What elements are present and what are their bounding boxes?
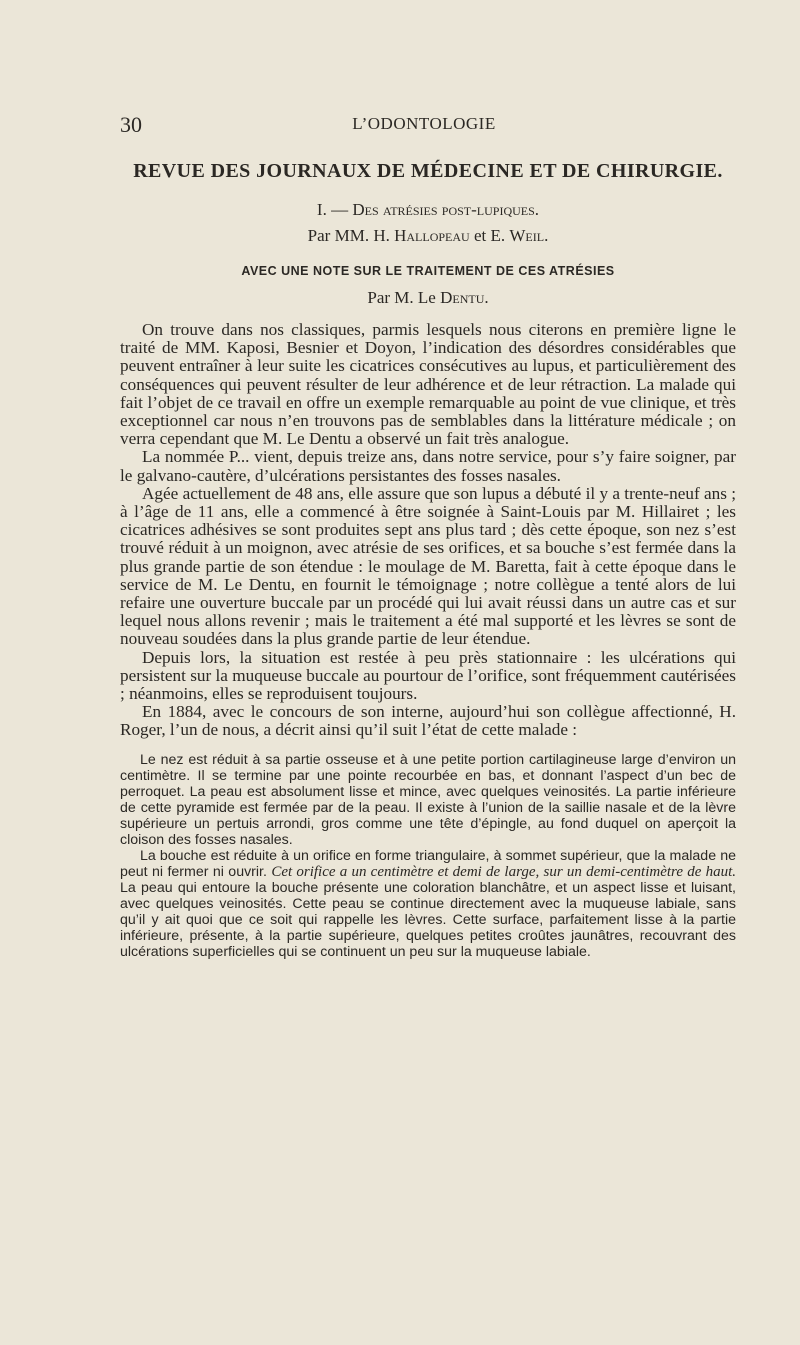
quote-paragraph <box>120 848 736 960</box>
quote-italic-text: Cet orifice a un centimètre et demi de large, sur un demi-centimètre de haut. <box>271 863 736 880</box>
quote-paragraph: Le nez est réduit à sa partie osseuse et à une petite portion cartilagineuse large d’environ un centimètre. Il se termine par une pointe recourbée en bas, et donnant l’aspect d’un bec de perroquet. La peau est absolument lisse et mince, avec quelques veinosités. La partie inférieure de cette pyramide est fermée par de la peau. Il existe à l’union de la saillie nasale et de la lèvre supérieure un pertuis arrondi, gros comme une tête d’épingle, au fond duquel on aperçoit la cloison des fosses nasales. <box>120 751 736 848</box>
note-author-suffix: . <box>484 288 489 307</box>
authors-suffix: . <box>544 226 549 245</box>
note-author-prefix: Par M. Le <box>367 288 441 307</box>
article <box>120 160 736 960</box>
section-title: REVUE DES JOURNAUX DE MÉDECINE ET DE CHIRURGIE. <box>133 160 723 182</box>
article-body <box>120 321 736 740</box>
authors-join: et E. <box>469 226 510 245</box>
heading-prefix: I. — <box>316 200 353 219</box>
heading-title: Des atrésies post-lupiques. <box>352 200 540 219</box>
note-title: AVEC UNE NOTE SUR LE TRAITEMENT DE CES ATRÉSIES <box>241 264 615 278</box>
paragraph: Depuis lors, la situation est restée à peu près stationnaire : les ulcérations qui persistent sur la muqueuse buccale au pourtour de l’orifice, sont fréquemment cautérisées ; néanmoins, elles se reproduisent toujours. <box>120 647 736 704</box>
note-author <box>120 285 736 311</box>
paragraph: En 1884, avec le concours de son interne, aujourd’hui son collègue affectionné, H. Roger, l’un de nous, a décrit ainsi qu’il suit l’état de cette malade : <box>120 702 736 740</box>
authors-prefix: Par MM. H. <box>307 226 395 245</box>
author-hallopeau: Hallopeau <box>394 226 470 245</box>
paragraph: La nommée P... vient, depuis treize ans, dans notre service, pour s’y faire soigner, par le galvano-cautère, d’ulcérations persistantes des fosses nasales. <box>120 447 736 485</box>
quoted-observation <box>120 752 736 960</box>
article-authors <box>120 223 736 249</box>
article-heading <box>120 197 736 223</box>
running-head <box>120 112 728 140</box>
quote-text: La peau qui entoure la bouche présente une coloration blanchâtre, et un aspect lisse et luisant, avec quelques veinosités. Cette peau se continue directement avec la muqueuse labiale, sans qu’il y ait quoi que ce soit qui rappelle les lèvres. Cette surface, parfaitement lisse à la partie inférieure, présente, à la partie supérieure, quelques petites croûtes jaunâtres, recouvrant des ulcérations superficielles qui se continuent un peu sur la muqueuse labiale. <box>120 879 736 960</box>
author-weil: Weil <box>509 226 545 245</box>
quote-text: La bouche est réduite à un orifice en forme triangulaire, à sommet supérieur, que la malade ne peut ni fermer ni ouvrir. <box>120 847 736 880</box>
journal-name: L’ODONTOLOGIE <box>352 114 496 133</box>
page-number: 30 <box>120 112 142 137</box>
paragraph: Agée actuellement de 48 ans, elle assure que son lupus a débuté il y a trente-neuf ans ; à l’âge de 11 ans, elle a commencé à être soignée à Saint-Louis par M. Hillairet ; les cicatrices adhésives se sont produites sept ans plus tard ; dès cette époque, son nez s’est trouvé réduit à un moignon, avec atrésie de ses orifices, et sa bouche s’est fermée dans la plus grande partie de son étendue : le moulage de M. Baretta, fait à cette époque dans le service de M. Le Dentu, en fournit le témoignage ; notre collègue a tenté alors de lui refaire une ouverture buccale par un procédé qui lui avait réussi dans un autre cas et sur lequel nous allons revenir ; mais le traitement a été mal supporté et les lèvres se sont de nouveau soudées dans la plus grande partie de leur étendue. <box>120 483 736 649</box>
note-author-name: Dentu <box>440 288 485 307</box>
paragraph: On trouve dans nos classiques, parmis lesquels nous citerons en première ligne le traité de MM. Kaposi, Besnier et Doyon, l’indication des désordres considérables que peuvent entraîner à leur suite les cicatrices consécutives au lupus, et particulièrement des conséquences qui peuvent résulter de leur adhérence et de leur rétraction. La malade qui fait l’objet de ce travail en offre un exemple remarquable au point de vue clinique, et très exceptionnel car nous n’en trouvons pas de semblables dans la littérature médicale ; on verra cependant que M. Le Dentu a observé un fait très analogue. <box>120 320 736 449</box>
